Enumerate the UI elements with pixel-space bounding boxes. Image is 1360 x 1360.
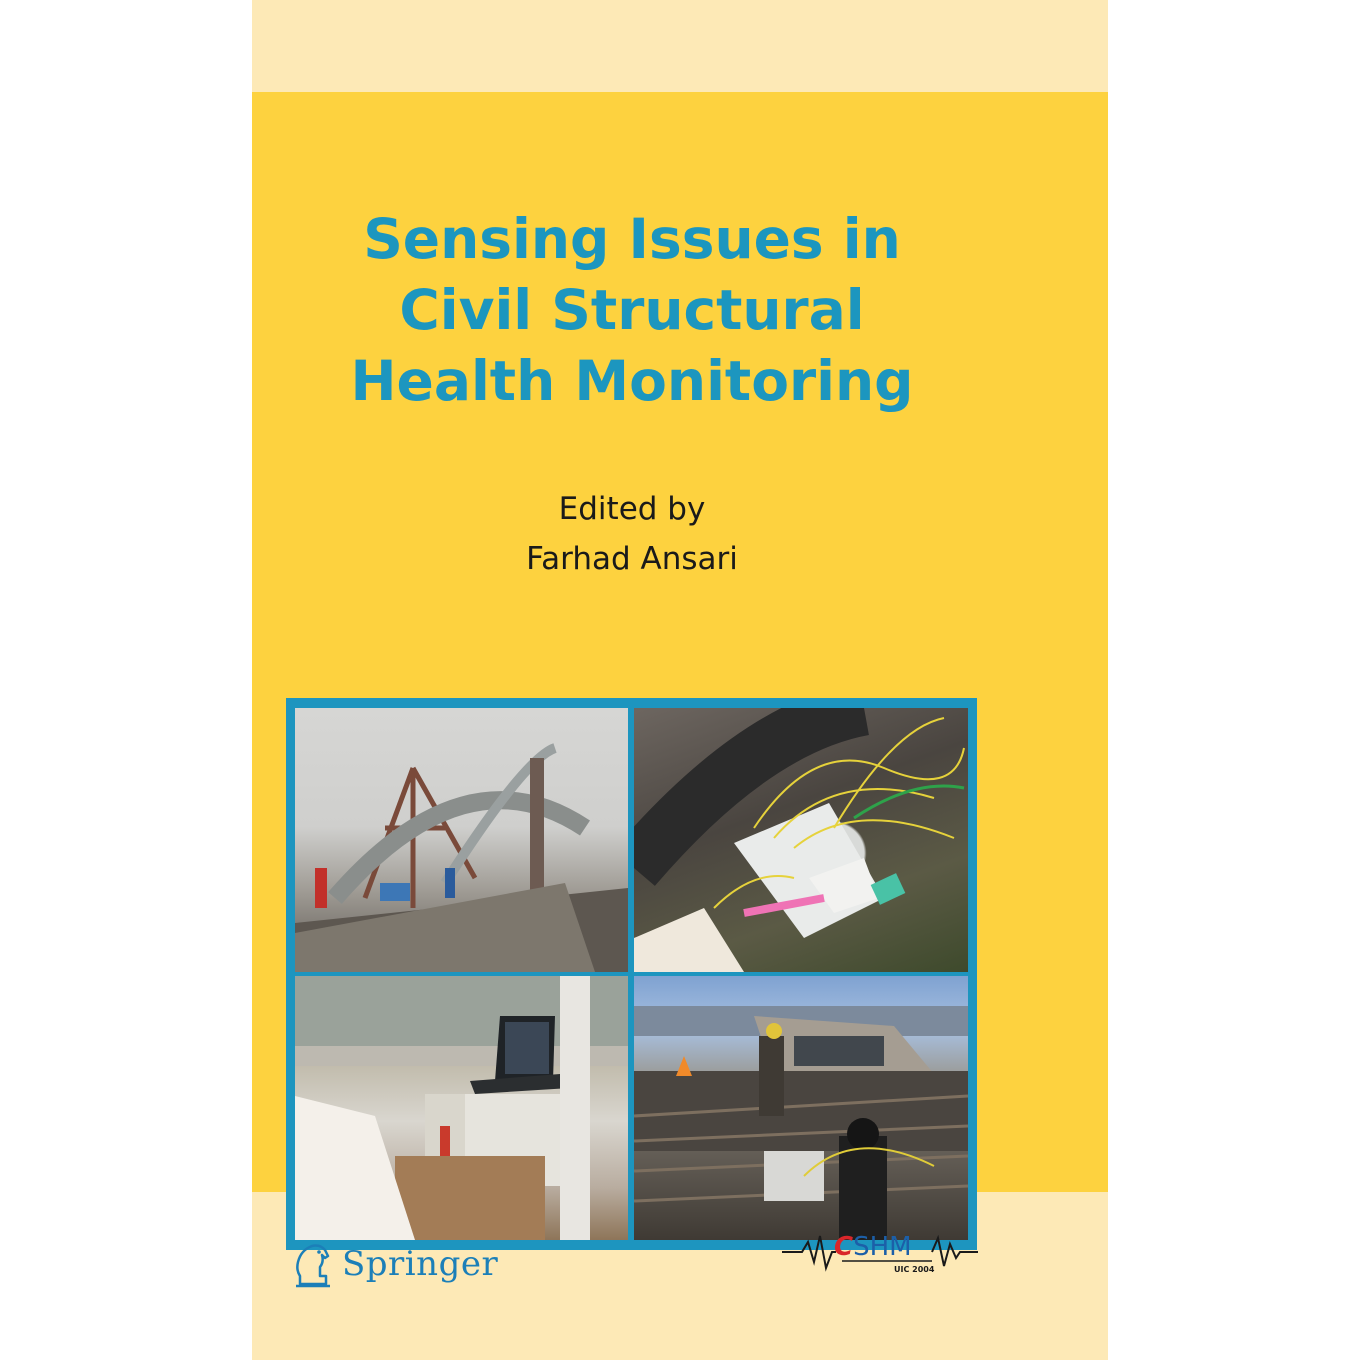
title-line-1: Sensing Issues in [363,207,901,271]
photo-collage [286,698,977,1250]
edited-by-label: Edited by [558,491,706,527]
field-testing-site-photo [634,976,968,1240]
book-title [252,204,1012,417]
springer-horse-icon [292,1240,334,1288]
cshm-wordmark [834,1232,912,1262]
cshm-rest-letters: SHM [853,1232,912,1262]
cshm-c-letter: C [834,1232,854,1262]
yellow-band [252,92,1108,1192]
editor-block [252,484,1012,584]
title-line-2: Civil Structural [399,278,865,342]
book-cover [252,0,1108,1360]
bridge-construction-photo [295,708,628,972]
publisher-name: Springer [342,1244,499,1284]
fiber-optic-sensors-photo [634,708,968,972]
cshm-subtitle: UIC 2004 [894,1265,935,1274]
editor-name: Farhad Ansari [526,541,738,577]
title-line-3: Health Monitoring [350,349,914,413]
cshm-logo [782,1228,978,1286]
springer-logo [292,1236,498,1292]
data-acquisition-equipment-photo [295,976,628,1240]
